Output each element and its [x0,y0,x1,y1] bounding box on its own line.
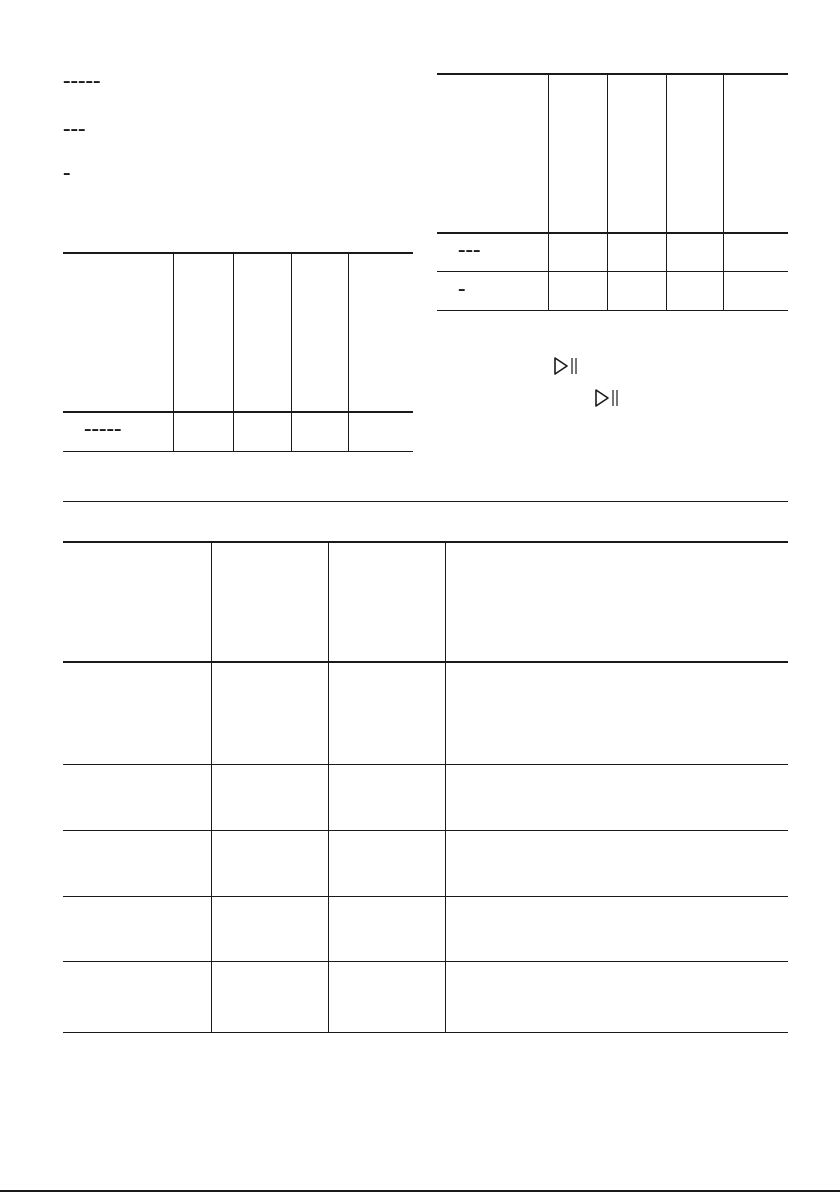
table-right-divider [666,75,667,310]
table-bottom-row-rule [63,764,788,765]
table-right-divider [607,75,608,310]
table-left-top-rule [63,252,413,254]
table-bottom-header-rule [63,661,788,663]
table-left-divider [233,254,234,451]
table-bottom-row-rule [63,896,788,897]
table-bottom-divider [328,543,329,1032]
play-pause-icon [553,356,583,376]
dash-symbol-5: ––––– [63,72,101,90]
table-left-divider [291,254,292,451]
table-right-row-symbol: – [458,280,466,298]
table-bottom-divider [445,543,446,1032]
table-right-divider [723,75,724,310]
play-pause-icon [594,388,624,408]
table-left-row-symbol: ––––– [84,420,122,438]
table-right-divider [548,75,549,310]
table-bottom-bottom-rule [63,1032,788,1033]
dash-symbol-3: ––– [63,120,86,138]
section-separator [63,501,788,502]
table-right-top-rule [437,73,788,75]
table-right-row-rule [437,271,788,272]
table-left-bottom-rule [63,451,413,452]
table-left-divider [348,254,349,451]
table-right-header-rule [437,232,788,234]
table-left-header-rule [63,411,413,413]
table-bottom-divider [211,543,212,1032]
table-right-bottom-rule [437,310,788,311]
table-left-divider [173,254,174,451]
dash-symbol-1: – [63,164,71,182]
table-bottom-row-rule [63,830,788,831]
table-right-row-symbol: ––– [458,241,481,259]
table-bottom-row-rule [63,961,788,962]
table-bottom-top-rule [63,541,788,543]
